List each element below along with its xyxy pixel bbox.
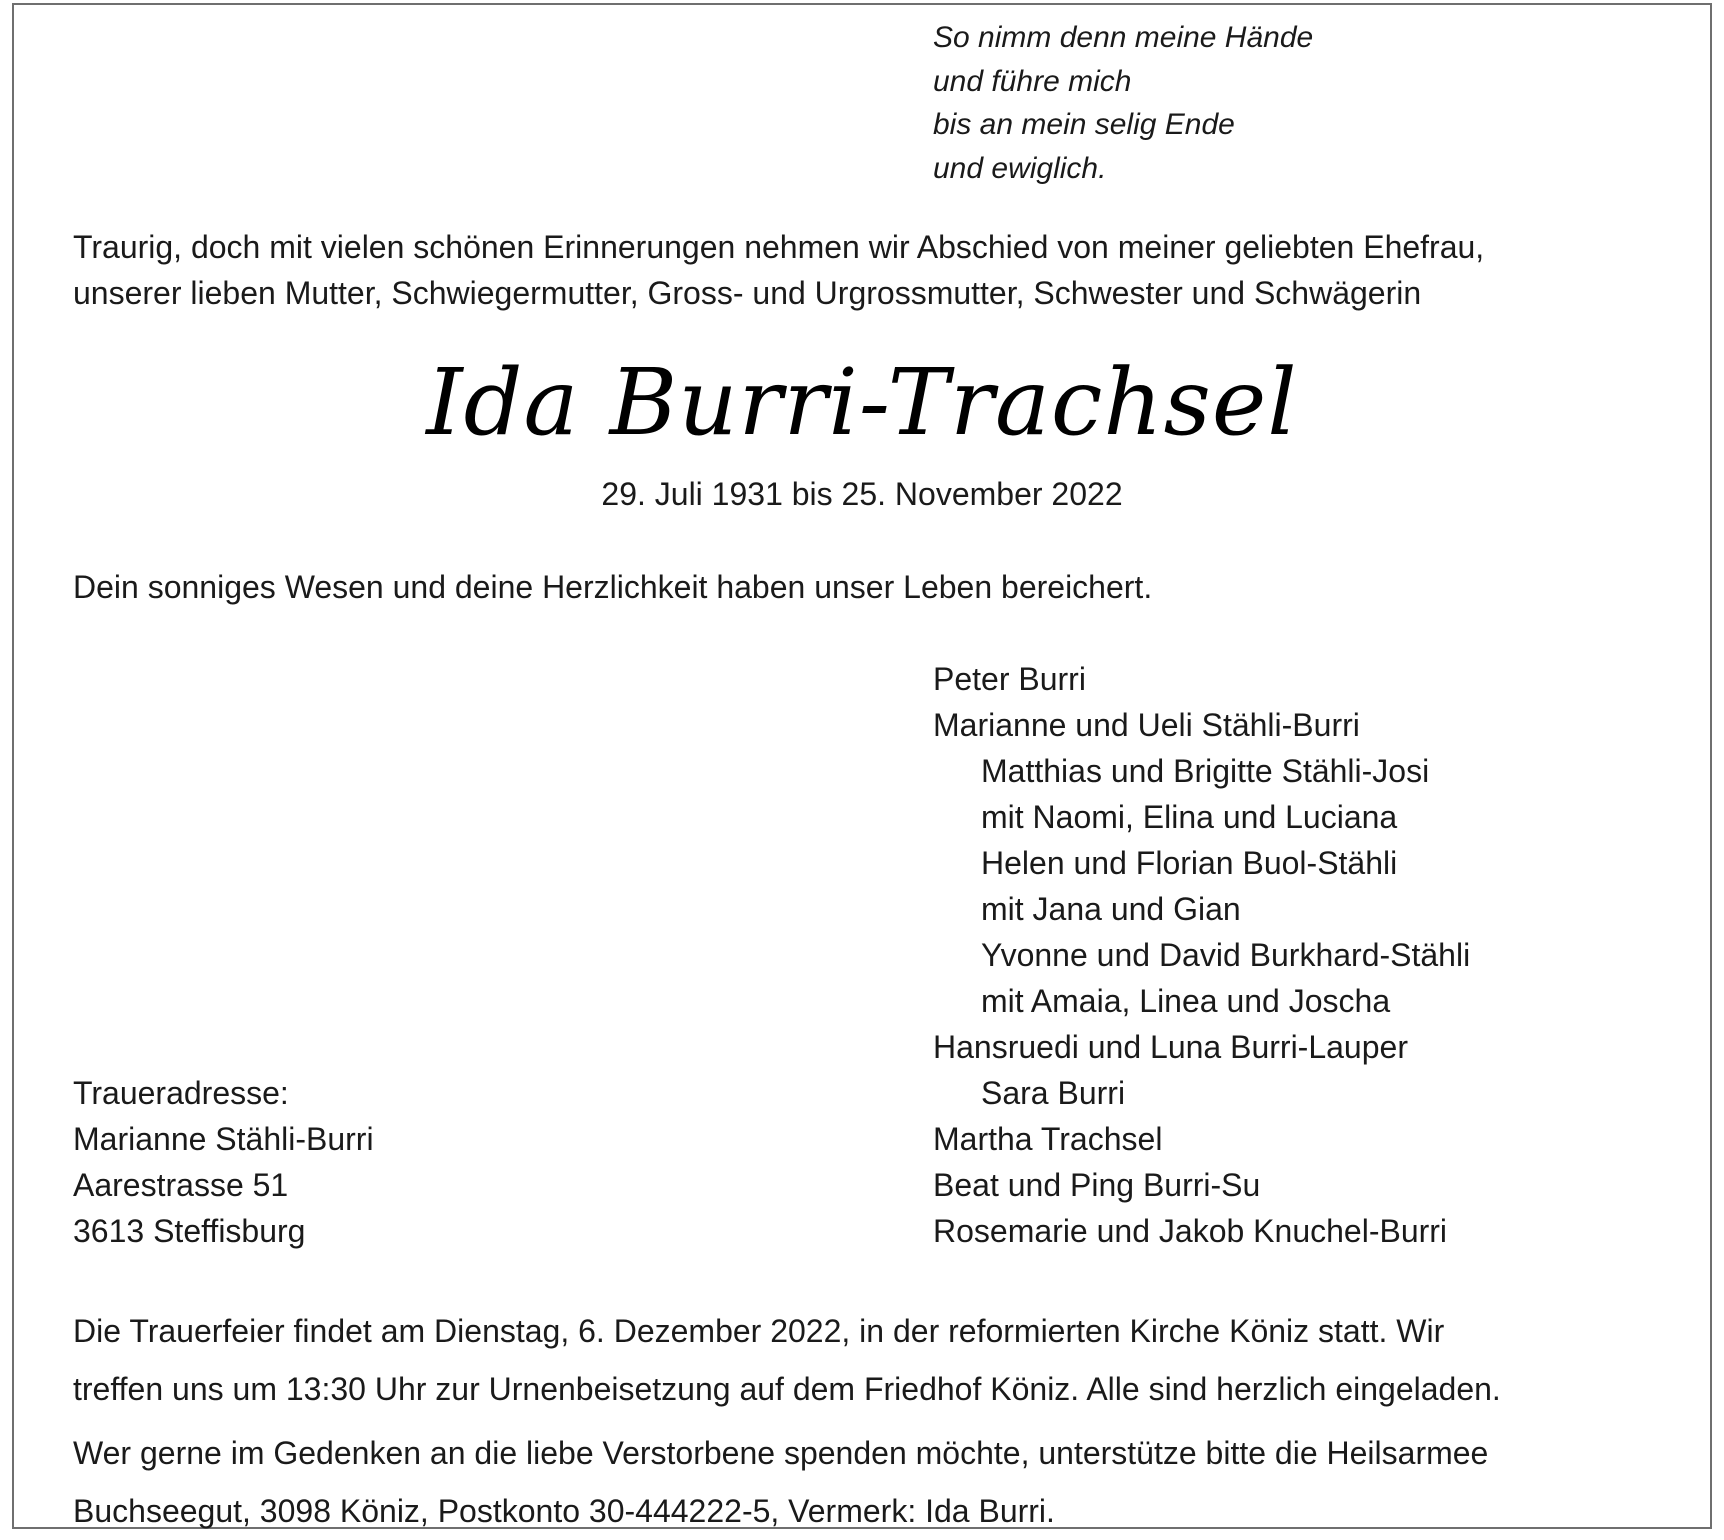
verse-line: und führe mich [933,64,1132,98]
mourner-entry: Hansruedi und Luna Burri-Lauper [933,1029,1408,1065]
intro-line: unserer lieben Mutter, Schwiegermutter, Gross- und Urgrossmutter, Schwester und Schwägerin [73,275,1422,311]
mourner-entry: Peter Burri [933,661,1086,697]
intro-line: Traurig, doch mit vielen schönen Erinnerungen nehmen wir Abschied von meiner geliebten Ehefrau, [73,229,1485,265]
memorial-quote: Dein sonniges Wesen und deine Herzlichkeit haben unser Leben bereichert. [73,569,1153,605]
mourner-entry: Matthias und Brigitte Stähli-Josi [981,753,1430,789]
mourner-entry: Yvonne und David Burkhard-Stähli [981,937,1471,973]
address-label: Traueradresse: [73,1075,289,1111]
verse-line: bis an mein selig Ende [933,108,1235,141]
life-dates: 29. Juli 1931 bis 25. November 2022 [601,476,1123,512]
donation-line: Wer gerne im Gedenken an die liebe Verstorbene spenden möchte, unterstütze bitte die Heilsarmee [73,1435,1489,1471]
mourner-entry: Beat und Ping Burri-Su [933,1167,1261,1203]
verse-line: und ewiglich. [933,151,1107,185]
verse-line: So nimm denn meine Hände [933,21,1314,54]
mourner-entry: Sara Burri [981,1075,1126,1111]
mourner-entry: Helen und Florian Buol-Stähli [981,845,1398,881]
mourners-list [933,656,1470,1254]
intro-paragraph [73,224,1484,316]
address-street: Aarestrasse 51 [73,1167,289,1203]
donation-line: Buchseegut, 3098 Köniz, Postkonto 30-444222-5, Vermerk: Ida Burri. [73,1493,1055,1529]
ceremony-line: treffen uns um 13:30 Uhr zur Urnenbeisetzung auf dem Friedhof Köniz. Alle sind herzlich eingeladen. [73,1371,1501,1407]
mourner-entry: Marianne und Ueli Stähli-Burri [933,707,1360,743]
mourning-address [73,1070,374,1254]
mourner-entry: Martha Trachsel [933,1121,1163,1157]
address-city: 3613 Steffisburg [73,1213,306,1249]
ceremony-line: Die Trauerfeier findet am Dienstag, 6. Dezember 2022, in der reformierten Kirche Köniz statt. Wir [73,1313,1445,1349]
ceremony-paragraph [73,1302,1501,1418]
deceased-name: Ida Burri-Trachsel [426,349,1298,456]
mourner-entry: mit Jana und Gian [981,891,1241,927]
verse-block [933,16,1313,190]
address-name: Marianne Stähli-Burri [73,1121,374,1157]
mourner-entry: mit Naomi, Elina und Luciana [981,799,1398,835]
donation-paragraph [73,1424,1488,1540]
mourner-entry: mit Amaia, Linea und Joscha [981,983,1391,1019]
mourner-entry: Rosemarie und Jakob Knuchel-Burri [933,1213,1448,1249]
